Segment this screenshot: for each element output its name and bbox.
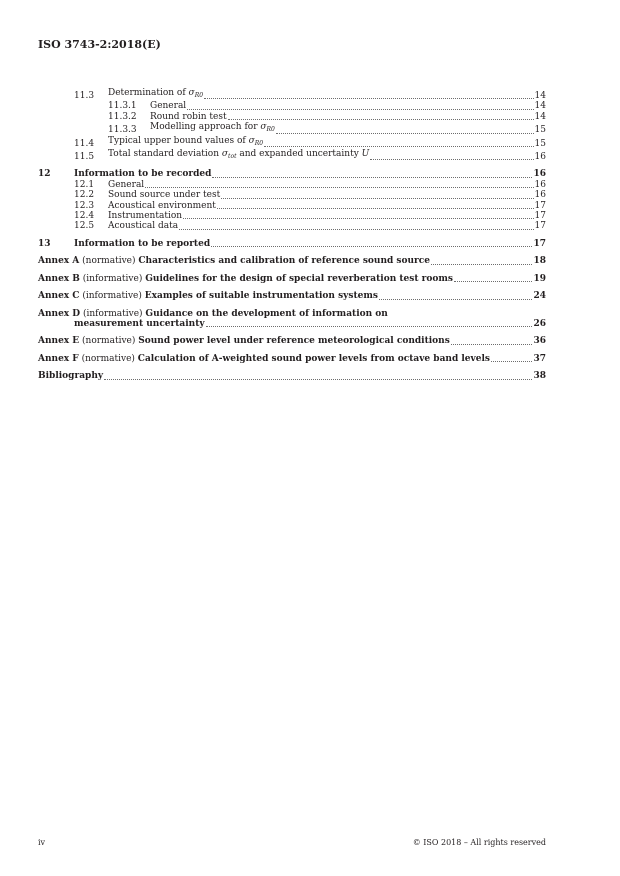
toc-number: 12	[38, 169, 51, 180]
dot-leader	[431, 264, 532, 265]
dot-leader	[211, 246, 532, 247]
toc-entry-12[interactable]	[38, 169, 546, 179]
toc-number: 12.1	[74, 179, 95, 190]
toc-page: 16	[534, 190, 546, 201]
dot-leader	[264, 146, 533, 147]
dot-leader	[370, 159, 533, 160]
toc-page: 17	[534, 221, 546, 232]
toc-title: Annex A (normative) Characteristics and calibration of reference sound source	[38, 256, 430, 267]
toc-entry-11-3-3[interactable]	[38, 122, 546, 135]
toc-entry-12-1[interactable]	[38, 180, 546, 190]
toc-number: 12.4	[74, 211, 95, 222]
toc-title: Instrumentation	[108, 211, 183, 222]
toc-page: 14	[534, 101, 546, 112]
toc-page: 14	[534, 91, 546, 101]
toc-number: 11.3.3	[108, 125, 137, 136]
toc-entry-annex-e[interactable]	[38, 336, 546, 346]
toc-page: 18	[533, 256, 546, 267]
toc-page: 36	[533, 336, 546, 347]
toc-entry-annex-a[interactable]	[38, 256, 546, 266]
toc-title: Annex B (informative) Guidelines for the design of special reverberation test rooms	[38, 273, 453, 284]
toc-number: 13	[38, 238, 51, 249]
toc-title: Determination of $\sigma_{R0}$	[108, 88, 204, 99]
toc-entry-annex-d[interactable]	[38, 309, 546, 330]
dot-leader	[379, 299, 533, 300]
toc-title: Annex F (normative) Calculation of A-weighted sound power levels from octave band levels	[38, 353, 490, 364]
dot-leader	[491, 361, 533, 362]
toc-page: 15	[534, 138, 546, 149]
dot-leader	[187, 109, 533, 110]
toc-page: 17	[534, 211, 546, 222]
toc-entry-12-5[interactable]	[38, 221, 546, 231]
dot-leader	[204, 98, 534, 99]
toc-entry-11-4[interactable]	[38, 136, 546, 149]
toc-number: 11.3	[74, 91, 95, 101]
toc-page: 17	[533, 238, 546, 249]
toc-number: 12.5	[74, 221, 95, 232]
toc-entry-11-5[interactable]	[38, 149, 546, 162]
toc-entry-11-3-2[interactable]	[38, 112, 546, 122]
toc-number: 12.2	[74, 190, 95, 201]
dot-leader	[206, 326, 533, 327]
toc-title: Bibliography	[38, 371, 104, 382]
toc-title: Sound source under test	[108, 190, 221, 201]
toc-page: 17	[534, 200, 546, 211]
toc-page: 16	[533, 169, 546, 180]
toc-page: 14	[534, 111, 546, 122]
toc-number: 11.5	[74, 152, 95, 163]
toc-page: 16	[534, 152, 546, 163]
copyright-notice: © ISO 2018 – All rights reserved	[412, 838, 546, 847]
toc-number: 11.4	[74, 138, 95, 149]
toc-title: Total standard deviation $\sigma_{tot}$ and expanded uncertainty U	[108, 149, 370, 161]
toc-page: 38	[533, 371, 546, 382]
toc-title: Acoustical environment	[108, 200, 216, 211]
toc-page: 37	[533, 353, 546, 364]
toc-number: 11.3.2	[108, 111, 137, 122]
toc-title: Annex E (normative) Sound power level under reference meteorological conditions	[38, 336, 450, 347]
dot-leader	[104, 379, 532, 380]
toc-number: 11.3.1	[108, 101, 137, 112]
dot-leader	[145, 187, 533, 188]
toc-entry-12-2[interactable]	[38, 190, 546, 200]
dot-leader	[451, 344, 533, 345]
toc-page: 16	[534, 179, 546, 190]
toc-title: Information to be reported	[74, 238, 211, 249]
dot-leader	[454, 281, 533, 282]
toc-page: 15	[534, 125, 546, 136]
dot-leader	[179, 229, 533, 230]
toc-entry-12-3[interactable]	[38, 201, 546, 211]
toc-page: 24	[533, 291, 546, 302]
toc-title-continuation: measurement uncertainty	[74, 318, 205, 329]
toc-entry-annex-b[interactable]	[38, 274, 546, 284]
table-of-contents	[38, 88, 546, 382]
toc-entry-12-4[interactable]	[38, 211, 546, 221]
toc-entry-annex-f[interactable]	[38, 354, 546, 364]
toc-entry-annex-c[interactable]	[38, 291, 546, 301]
toc-number: 12.3	[74, 200, 95, 211]
dot-leader	[276, 133, 534, 134]
toc-title: Typical upper bound values of $\sigma_{R0}$	[108, 135, 264, 147]
toc-title: Information to be recorded	[74, 169, 212, 180]
toc-entry-11-3-1[interactable]	[38, 101, 546, 111]
dot-leader	[228, 119, 534, 120]
toc-page: 19	[533, 273, 546, 284]
toc-entry-bibliography[interactable]	[38, 371, 546, 381]
toc-title: Modelling approach for $\sigma_{R0}$	[150, 122, 275, 134]
page-footer	[38, 838, 546, 847]
toc-title: General	[150, 101, 187, 112]
page-number: iv	[38, 838, 46, 847]
document-header: ISO 3743-2:2018(E)	[38, 38, 161, 51]
dot-leader	[217, 208, 534, 209]
toc-page: 26	[533, 318, 546, 329]
toc-title: Annex D (informative) Guidance on the development of information on	[38, 308, 388, 319]
toc-title: General	[108, 179, 145, 190]
dot-leader	[212, 177, 532, 178]
toc-entry-13[interactable]	[38, 239, 546, 249]
toc-title: Round robin test	[150, 111, 227, 122]
toc-title: Annex C (informative) Examples of suitable instrumentation systems	[38, 291, 378, 302]
dot-leader	[183, 218, 534, 219]
toc-title: Acoustical data	[108, 221, 179, 232]
toc-entry-11-3[interactable]	[38, 88, 546, 101]
dot-leader	[221, 198, 533, 199]
